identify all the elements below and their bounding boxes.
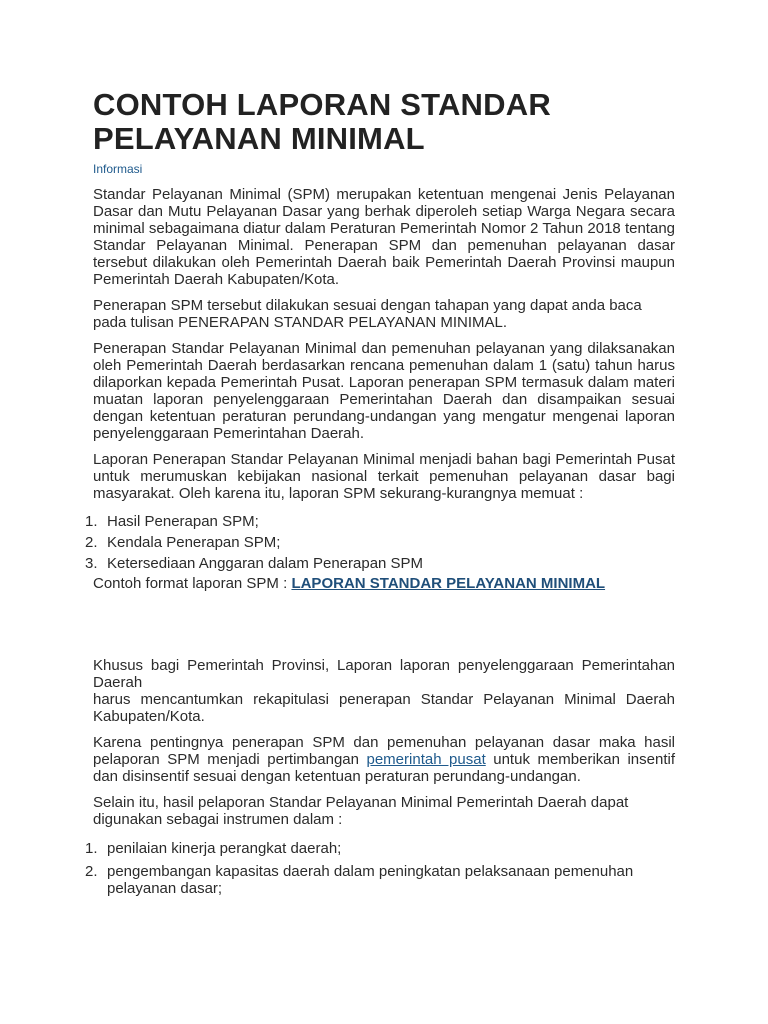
insentif-text-after: untuk memberikan insentif dan disinsentif sesuai dengan ketentuan peraturan perundang-undangan. — [93, 751, 675, 785]
list-item — [85, 511, 675, 532]
list-item — [85, 863, 675, 897]
list-number: 1. — [85, 513, 98, 530]
list-number: 2. — [85, 534, 98, 551]
list-item-text: pengembangan kapasitas daerah dalam peningkatan pelaksanaan pemenuhan pelayanan dasar; — [107, 863, 634, 897]
list-number: 2. — [85, 863, 98, 880]
category-label: Informasi — [93, 162, 143, 176]
report-format-link[interactable]: LAPORAN STANDAR PELAYANAN MINIMAL — [291, 575, 606, 592]
list-item — [85, 840, 675, 857]
paragraph-instrumen: Selain itu, hasil pelaporan Standar Pelayanan Minimal Pemerintah Daerah dapat digunakan sebagai instrumen dalam : — [93, 794, 629, 828]
paragraph-spm-muatan: Laporan Penerapan Standar Pelayanan Minimal menjadi bahan bagi Pemerintah Pusat untuk merumuskan kebijakan nasional terkait pemenuhan pelayanan dasar bagi masyarakat. Oleh karena itu, laporan SPM sekurang-kurangnya memuat : — [93, 451, 675, 502]
list-number: 1. — [85, 840, 98, 857]
list-number: 3. — [85, 555, 98, 572]
list-item-text: Hasil Penerapan SPM; — [107, 513, 259, 530]
list-item-text: Kendala Penerapan SPM; — [107, 534, 281, 551]
pemerintah-pusat-link[interactable]: pemerintah pusat — [366, 751, 486, 768]
paragraph-spm-definition: Standar Pelayanan Minimal (SPM) merupakan ketentuan mengenai Jenis Pelayanan Dasar dan Mutu Pelayanan Dasar yang berhak diperoleh setiap Warga Negara secara minimal sebagaimana diatur dalam Peraturan Pemerintah Nomor 2 Tahun 2018 tentang Standar Pelayanan Minimal. Penerapan SPM dan pemenuhan pelayanan dasar tersebut dilakukan oleh Pemerintah Daerah baik Pemerintah Daerah Provinsi maupun Pemerintah Daerah Kabupaten/Kota. — [93, 186, 675, 288]
article-body — [85, 87, 675, 903]
page-title: CONTOH LAPORAN STANDAR PELAYANAN MINIMAL — [93, 87, 551, 156]
spacer — [93, 594, 675, 657]
instrument-list — [85, 840, 675, 897]
insentif-text-before: Karena pentingnya penerapan SPM dan pemenuhan pelayanan dasar maka hasil pelaporan SPM menjadi pertimbangan — [93, 734, 675, 768]
list-item — [85, 553, 675, 574]
list-item-text: penilaian kinerja perangkat daerah; — [107, 840, 342, 857]
paragraph-spm-pelaporan: Penerapan Standar Pelayanan Minimal dan pemenuhan pelayanan yang dilaksanakan oleh Pemerintah Daerah berdasarkan rencana pemenuhan dalam 1 (satu) tahun harus dilaporkan kepada Pemerintah Pusat. Laporan penerapan SPM termasuk dalam materi muatan laporan penyelenggaraan Pemerintahan Daerah dan disampaikan sesuai dengan ketentuan peraturan perundang-undangan yang mengatur mengenai laporan penyelenggaraan Pemerintahan Daerah. — [93, 340, 675, 442]
paragraph-provinsi-line2: harus mencantumkan rekapitulasi penerapan Standar Pelayanan Minimal Daerah Kabupaten/Kota. — [93, 691, 675, 725]
paragraph-spm-tahapan: Penerapan SPM tersebut dilakukan sesuai dengan tahapan yang dapat anda baca pada tulisan PENERAPAN STANDAR PELAYANAN MINIMAL. — [93, 297, 642, 331]
paragraph-insentif — [93, 734, 675, 785]
list-item-text: Ketersediaan Anggaran dalam Penerapan SPM — [107, 555, 424, 572]
format-line — [93, 574, 675, 594]
report-contents-list — [85, 511, 675, 574]
paragraph-provinsi-line1: Khusus bagi Pemerintah Provinsi, Laporan laporan penyelenggaraan Pemerintahan Daerah — [93, 657, 675, 691]
list-item — [85, 532, 675, 553]
format-label: Contoh format laporan SPM : — [93, 575, 288, 592]
